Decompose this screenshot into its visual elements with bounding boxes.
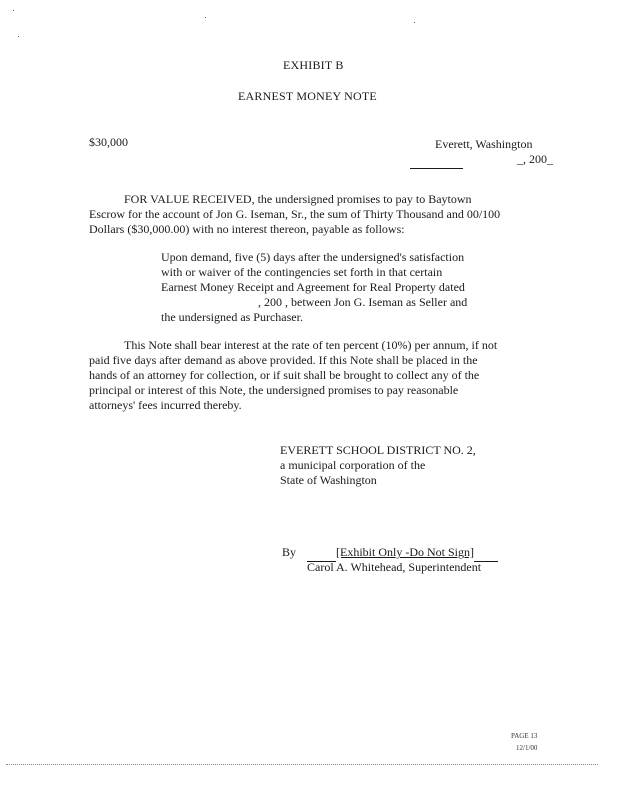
block-line: Upon demand, five (5) days after the undersigned's satisfaction: [161, 250, 465, 264]
signatory-name: Carol A. Whitehead, Superintendent: [307, 560, 482, 574]
by-label: By: [282, 545, 297, 559]
scan-speck: [414, 22, 415, 23]
note-location: Everett, Washington: [435, 137, 533, 151]
block-line: , 200 , between Jon G. Iseman as Seller and: [258, 295, 468, 309]
para1-line: FOR VALUE RECEIVED, the undersigned promises to pay to Baytown: [124, 192, 472, 206]
para2-line: principal or interest of this Note, the undersigned promises to pay reasonable: [89, 383, 459, 397]
block-line: the undersigned as Purchaser.: [161, 310, 303, 324]
exhibit-heading: EXHIBIT B: [283, 58, 344, 72]
scan-speck: [13, 10, 14, 11]
scan-speck: [205, 17, 206, 18]
para2-line: paid five days after demand as above provided. If this Note shall be placed in the: [89, 353, 478, 367]
footer-code: 12/1/00: [516, 744, 538, 752]
scan-artifact-line: [6, 764, 598, 765]
para2-line: hands of an attorney for collection, or if suit shall be brought to collect any of the: [89, 368, 480, 382]
block-line: with or waiver of the contingencies set forth in that certain: [161, 265, 443, 279]
para2-line: attorneys' fees incurred thereby.: [89, 398, 242, 412]
date-suffix: _, 200_: [517, 152, 553, 166]
note-amount: $30,000: [89, 135, 128, 149]
para2-line: This Note shall bear interest at the rate of ten percent (10%) per annum, if not: [124, 338, 498, 352]
signer-line: EVERETT SCHOOL DISTRICT NO. 2,: [280, 443, 476, 457]
scan-speck: [18, 36, 19, 37]
para1-line: Dollars ($30,000.00) with no interest thereon, payable as follows:: [89, 222, 405, 236]
footer-page: PAGE 13: [511, 732, 538, 740]
note-title: EARNEST MONEY NOTE: [238, 89, 377, 103]
date-blank: [410, 152, 463, 169]
signer-line: State of Washington: [280, 473, 377, 487]
note-date: [410, 152, 553, 169]
signer-line: a municipal corporation of the: [280, 458, 426, 472]
block-line: Earnest Money Receipt and Agreement for Real Property dated: [161, 280, 465, 294]
signature-placeholder: [Exhibit Only -Do Not Sign]: [336, 545, 474, 559]
para1-line: Escrow for the account of Jon G. Iseman, Sr., the sum of Thirty Thousand and 00/100: [89, 207, 501, 221]
